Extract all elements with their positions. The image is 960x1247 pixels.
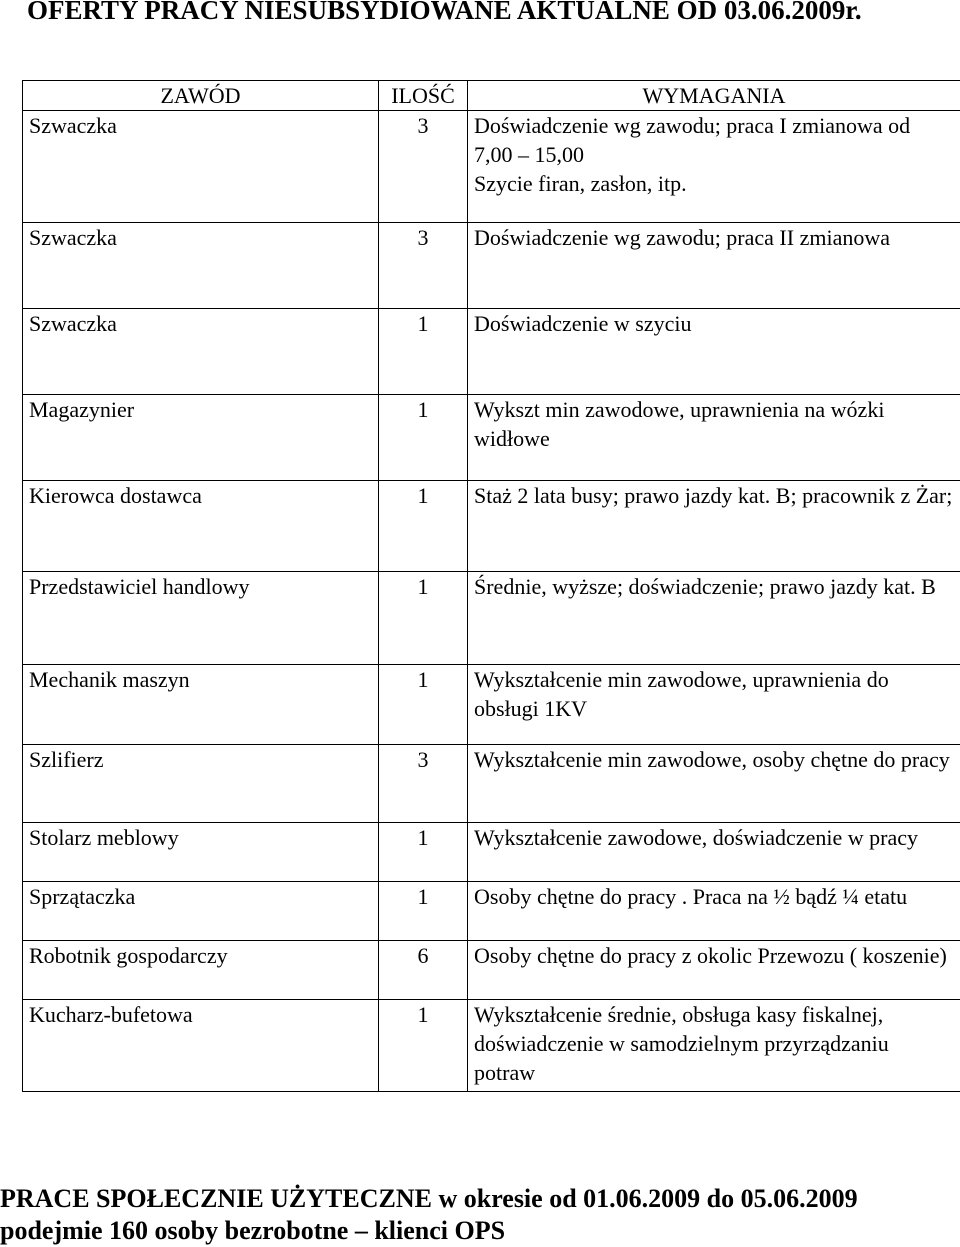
table-row (23, 823, 960, 882)
requirements-cell: Doświadczenie w szyciu (468, 309, 960, 395)
footer-line-1: PRACE SPOŁECZNIE UŻYTECZNE w okresie od 01.06.2009 do 05.06.2009 (0, 1184, 858, 1213)
table-row (23, 882, 960, 941)
qty-cell: 3 (379, 745, 468, 823)
job-offers-table (22, 80, 960, 1092)
job-cell: Stolarz meblowy (23, 823, 379, 882)
requirements-cell: Wykształcenie min zawodowe, osoby chętne do pracy (468, 745, 960, 823)
job-cell: Szwaczka (23, 309, 379, 395)
job-cell: Robotnik gospodarczy (23, 941, 379, 1000)
requirements-cell: Wykszt min zawodowe, uprawnienia na wózki widłowe (468, 395, 960, 481)
table-row (23, 309, 960, 395)
requirements-cell: Osoby chętne do pracy z okolic Przewozu ( koszenie) (468, 941, 960, 1000)
job-cell: Kierowca dostawca (23, 481, 379, 572)
header-job: ZAWÓD (23, 81, 379, 111)
requirements-cell: Wykształcenie średnie, obsługa kasy fiskalnej, doświadczenie w samodzielnym przyrządzaniu potraw (468, 1000, 960, 1092)
table-row (23, 745, 960, 823)
table-row (23, 223, 960, 309)
job-cell: Mechanik maszyn (23, 665, 379, 745)
job-cell: Szwaczka (23, 111, 379, 223)
qty-cell: 3 (379, 111, 468, 223)
table-row (23, 941, 960, 1000)
requirements-cell: Średnie, wyższe; doświadczenie; prawo jazdy kat. B (468, 572, 960, 665)
table-row (23, 481, 960, 572)
table-row (23, 1000, 960, 1092)
qty-cell: 1 (379, 823, 468, 882)
table-row (23, 395, 960, 481)
qty-cell: 3 (379, 223, 468, 309)
qty-cell: 1 (379, 572, 468, 665)
qty-cell: 1 (379, 665, 468, 745)
qty-cell: 6 (379, 941, 468, 1000)
job-cell: Przedstawiciel handlowy (23, 572, 379, 665)
requirements-cell: Staż 2 lata busy; prawo jazdy kat. B; pracownik z Żar; (468, 481, 960, 572)
footer-line-2: podejmie 160 osoby bezrobotne – klienci OPS (0, 1216, 506, 1245)
requirements-cell: Doświadczenie wg zawodu; praca I zmianowa od 7,00 – 15,00 Szycie firan, zasłon, itp. (468, 111, 960, 223)
table-header-row (23, 81, 960, 111)
job-cell: Szwaczka (23, 223, 379, 309)
job-cell: Magazynier (23, 395, 379, 481)
qty-cell: 1 (379, 309, 468, 395)
job-cell: Kucharz-bufetowa (23, 1000, 379, 1092)
qty-cell: 1 (379, 1000, 468, 1092)
table-row (23, 665, 960, 745)
qty-cell: 1 (379, 395, 468, 481)
header-qty: ILOŚĆ (379, 81, 468, 111)
job-cell: Sprzątaczka (23, 882, 379, 941)
qty-cell: 1 (379, 882, 468, 941)
requirements-cell: Doświadczenie wg zawodu; praca II zmianowa (468, 223, 960, 309)
header-requirements: WYMAGANIA (468, 81, 960, 111)
table-row (23, 572, 960, 665)
qty-cell: 1 (379, 481, 468, 572)
requirements-cell: Wykształcenie zawodowe, doświadczenie w pracy (468, 823, 960, 882)
requirements-cell: Wykształcenie min zawodowe, uprawnienia do obsługi 1KV (468, 665, 960, 745)
page-title: OFERTY PRACY NIESUBSYDIOWANE AKTUALNE OD 03.06.2009r. (27, 0, 862, 25)
job-cell: Szlifierz (23, 745, 379, 823)
table-row (23, 111, 960, 223)
footer-note (0, 1183, 858, 1247)
requirements-cell: Osoby chętne do pracy . Praca na ½ bądź ¼ etatu (468, 882, 960, 941)
